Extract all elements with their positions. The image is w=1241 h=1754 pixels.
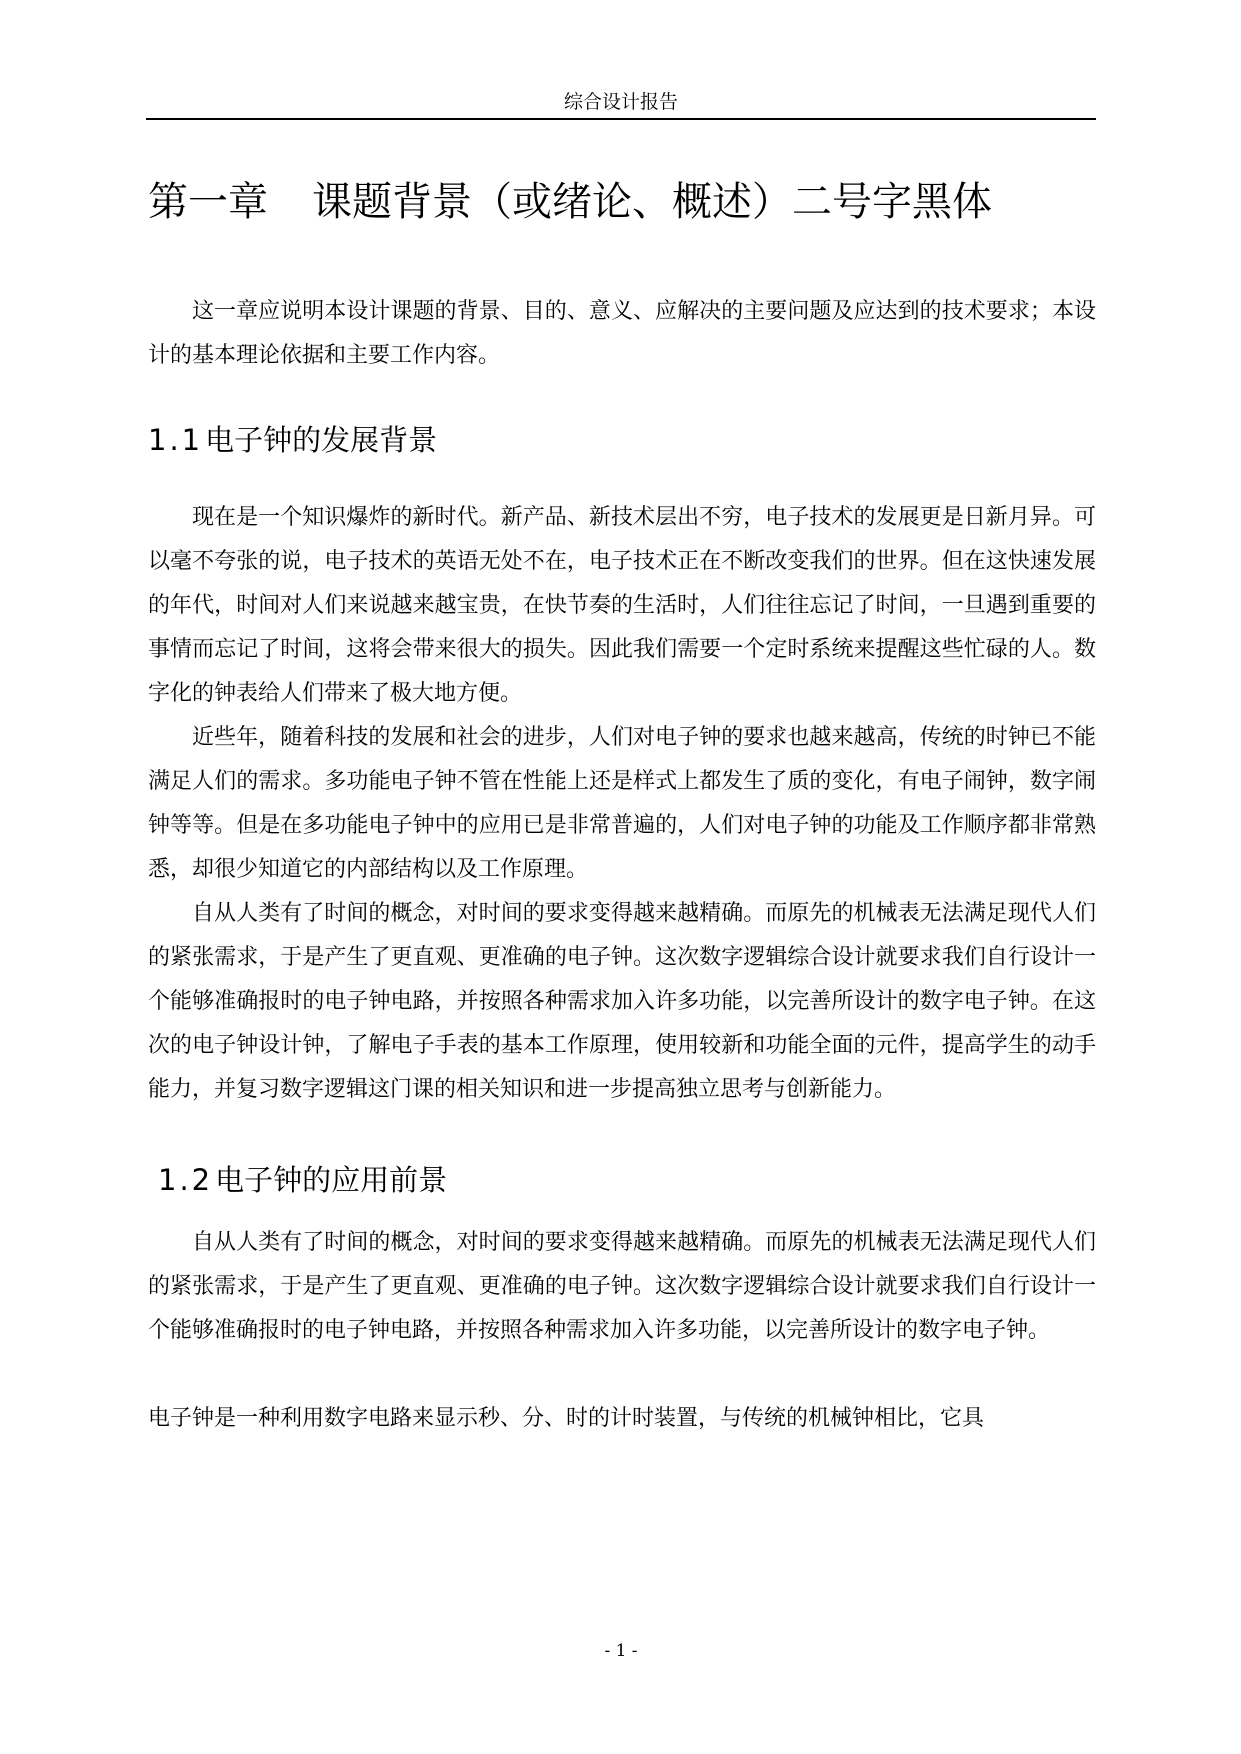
chapter-heading-text: 课题背景（或绪论、概述）二号字黑体	[312, 179, 992, 225]
body-paragraph: 自从人类有了时间的概念，对时间的要求变得越来越精确。而原先的机械表无法满足现代人们的紧张需求，于是产生了更直观、更准确的电子钟。这次数字逻辑综合设计就要求我们自行设计一个能够准确报时的电子钟电路，并按照各种需求加入许多功能，以完善所设计的数字电子钟。在这次的电子钟设计钟，了解电子手表的基本工作原理，使用较新和功能全面的元件，提高学生的动手能力，并复习数字逻辑这门课的相关知识和进一步提高独立思考与创新能力。	[148, 901, 1096, 1102]
section-heading-text: 电子钟的发展背景	[205, 423, 438, 457]
header-rule	[146, 118, 1096, 120]
body-paragraph: 现在是一个知识爆炸的新时代。新产品、新技术层出不穷，电子技术的发展更是日新月异。可以毫不夸张的说，电子技术的英语无处不在，电子技术正在不断改变我们的世界。但在这快速发展的年代，时间对人们来说越来越宝贵，在快节奏的生活时，人们往往忘记了时间，一旦遇到重要的事情而忘记了时间，这将会带来很大的损失。因此我们需要一个定时系统来提醒这些忙碌的人。数字化的钟表给人们带来了极大地方便。	[148, 505, 1096, 706]
section-number: 1.2	[158, 1163, 214, 1197]
chapter-title	[148, 176, 992, 228]
intro-paragraph: 这一章应说明本设计课题的背景、目的、意义、应解决的主要问题及应达到的技术要求；本设计的基本理论依据和主要工作内容。	[148, 299, 1096, 368]
section-heading-text: 电子钟的应用前景	[215, 1163, 448, 1197]
page-number: - 1 -	[604, 1641, 638, 1661]
section-number: 1.1	[148, 423, 204, 457]
body-paragraph: 近些年，随着科技的发展和社会的进步，人们对电子钟的要求也越来越高，传统的时钟已不能满足人们的需求。多功能电子钟不管在性能上还是样式上都发生了质的变化，有电子闹钟，数字闹钟等等。但是在多功能电子钟中的应用已是非常普遍的，人们对电子钟的功能及工作顺序都非常熟悉，却很少知道它的内部结构以及工作原理。	[148, 725, 1096, 882]
body-paragraph: 电子钟是一种利用数字电路来显示秒、分、时的计时装置，与传统的机械钟相比，它具	[148, 1406, 985, 1431]
section-title-1-1	[148, 420, 437, 460]
section-title-1-2	[158, 1160, 447, 1200]
body-paragraph: 自从人类有了时间的概念，对时间的要求变得越来越精确。而原先的机械表无法满足现代人们的紧张需求，于是产生了更直观、更准确的电子钟。这次数字逻辑综合设计就要求我们自行设计一个能够准确报时的电子钟电路，并按照各种需求加入许多功能，以完善所设计的数字电子钟。	[148, 1230, 1096, 1343]
chapter-number: 第一章	[148, 179, 268, 225]
running-header: 综合设计报告	[563, 91, 678, 113]
